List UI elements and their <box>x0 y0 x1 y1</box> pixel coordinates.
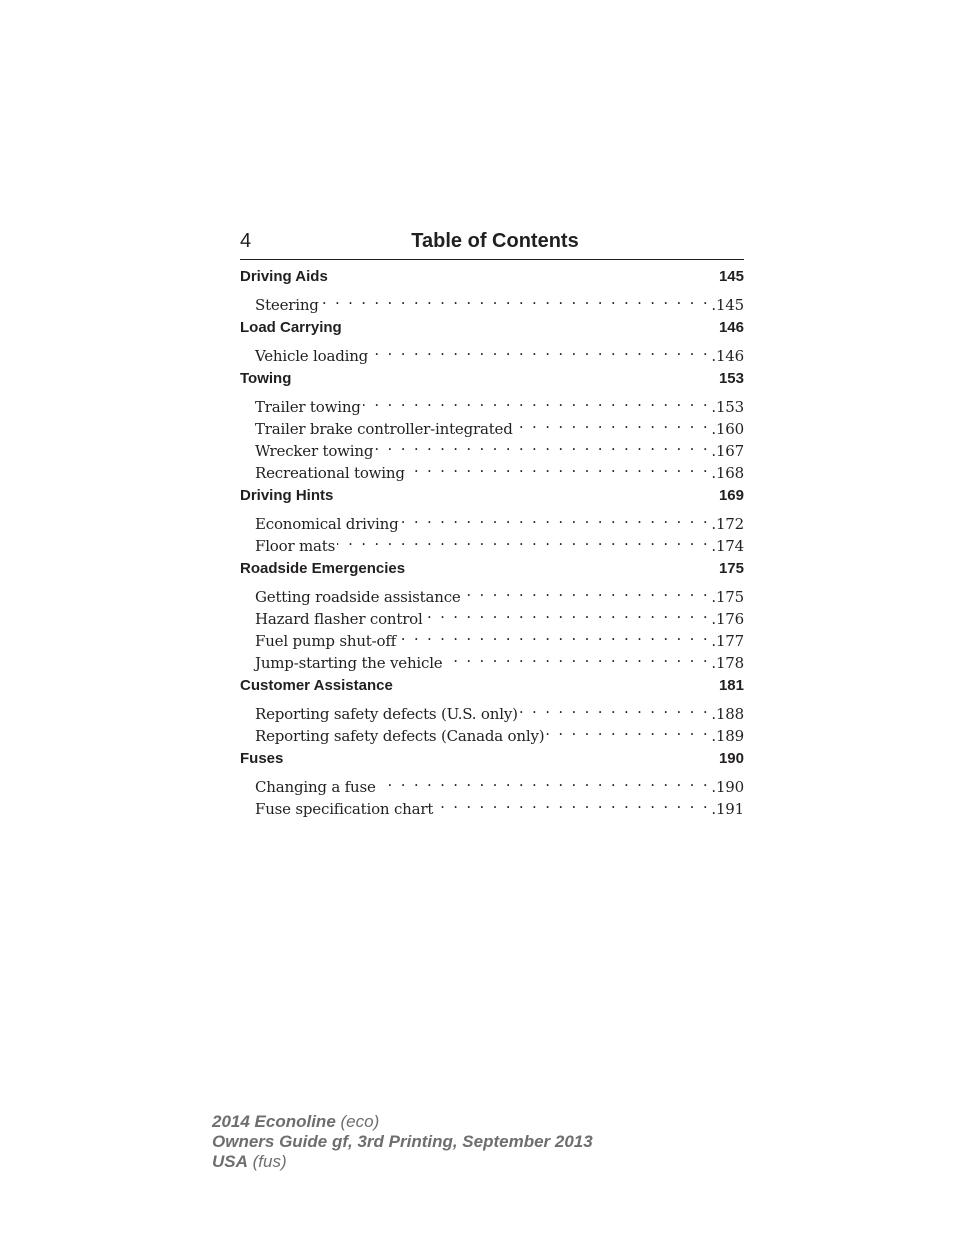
entry-label: Fuse specification chart <box>255 800 434 818</box>
entry-label: Hazard flasher control <box>255 610 423 628</box>
toc-entry[interactable] <box>240 288 744 314</box>
dot-leader <box>515 412 710 434</box>
page-header <box>240 229 744 260</box>
entry-page: .174 <box>711 537 744 555</box>
entry-page: .167 <box>711 442 744 460</box>
entry-label: Reporting safety defects (U.S. only) <box>255 705 518 723</box>
toc-entry[interactable] <box>240 580 744 606</box>
section-heading[interactable] <box>240 368 744 390</box>
section-page: 153 <box>718 370 744 387</box>
entry-page: .175 <box>711 588 744 606</box>
entry-label: Trailer towing <box>255 398 361 416</box>
section-heading[interactable] <box>240 675 744 697</box>
footer-market-code: (fus) <box>252 1152 287 1171</box>
entry-label: Recreational towing <box>255 464 405 482</box>
entry-page: .153 <box>711 398 744 416</box>
entry-page: .177 <box>711 632 744 650</box>
section-title: Load Carrying <box>240 319 342 336</box>
dot-leader <box>425 602 710 624</box>
section-page: 190 <box>718 750 744 767</box>
section-heading[interactable] <box>240 558 744 580</box>
section-page: 175 <box>718 560 744 577</box>
page-number: 4 <box>240 230 252 252</box>
section-title: Driving Hints <box>240 487 334 504</box>
toc-section <box>240 675 744 745</box>
section-title: Fuses <box>240 750 284 767</box>
entry-page: .168 <box>711 464 744 482</box>
section-heading[interactable] <box>240 748 744 770</box>
toc-section <box>240 266 744 314</box>
section-title: Driving Aids <box>240 268 328 285</box>
dot-leader <box>444 646 709 668</box>
toc-entry[interactable] <box>240 390 744 416</box>
page-footer <box>212 1112 593 1172</box>
entry-label: Reporting safety defects (Canada only) <box>255 727 545 745</box>
dot-leader <box>546 719 709 741</box>
dot-leader <box>435 792 709 814</box>
dot-leader <box>463 580 710 602</box>
toc-section <box>240 748 744 818</box>
entry-page: .146 <box>711 347 744 365</box>
entry-label: Changing a fuse <box>255 778 376 796</box>
entry-label: Jump-starting the vehicle <box>255 654 443 672</box>
toc-section <box>240 317 744 365</box>
dot-leader <box>378 770 710 792</box>
entry-label: Wrecker towing <box>255 442 374 460</box>
entry-label: Floor mats <box>255 537 336 555</box>
entry-page: .189 <box>711 727 744 745</box>
footer-model-code: (eco) <box>340 1112 380 1131</box>
section-title: Towing <box>240 370 292 387</box>
section-heading[interactable] <box>240 485 744 507</box>
footer-market: USA <box>212 1152 248 1171</box>
section-heading[interactable] <box>240 317 744 339</box>
toc-entry[interactable] <box>240 770 744 796</box>
section-title: Roadside Emergencies <box>240 560 406 577</box>
dot-leader <box>337 529 709 551</box>
page-title: Table of Contents <box>411 230 579 252</box>
section-page: 146 <box>718 319 744 336</box>
footer-edition: Owners Guide gf, 3rd Printing, September 2013 <box>212 1132 593 1151</box>
entry-page: .160 <box>711 420 744 438</box>
entry-page: .178 <box>711 654 744 672</box>
section-heading[interactable] <box>240 266 744 288</box>
footer-line-3 <box>212 1152 593 1172</box>
toc-section <box>240 485 744 555</box>
entry-label: Trailer brake controller-integrated <box>255 420 513 438</box>
entry-label: Getting roadside assistance <box>255 588 461 606</box>
dot-leader <box>321 288 710 310</box>
entry-page: .188 <box>711 705 744 723</box>
entry-page: .172 <box>711 515 744 533</box>
section-page: 145 <box>718 268 744 285</box>
section-title: Customer Assistance <box>240 677 393 694</box>
toc-entry[interactable] <box>240 507 744 533</box>
dot-leader <box>407 456 710 478</box>
entry-label: Economical driving <box>255 515 399 533</box>
entry-label: Steering <box>255 296 319 314</box>
entry-page: .191 <box>711 800 744 818</box>
entry-page: .176 <box>711 610 744 628</box>
section-page: 181 <box>718 677 744 694</box>
dot-leader <box>401 507 710 529</box>
section-page: 169 <box>718 487 744 504</box>
entry-label: Vehicle loading <box>255 347 369 365</box>
entry-page: .145 <box>711 296 744 314</box>
toc-entry[interactable] <box>240 339 744 365</box>
toc-entry[interactable] <box>240 697 744 723</box>
footer-line-1 <box>212 1112 593 1132</box>
toc-section <box>240 368 744 482</box>
dot-leader <box>370 339 709 361</box>
dot-leader <box>520 697 710 719</box>
toc-section <box>240 558 744 672</box>
footer-model: 2014 Econoline <box>212 1112 336 1131</box>
entry-page: .190 <box>711 778 744 796</box>
dot-leader <box>363 390 710 412</box>
dot-leader <box>398 624 709 646</box>
entry-label: Fuel pump shut-off <box>255 632 397 650</box>
dot-leader <box>375 434 709 456</box>
table-of-contents <box>240 266 744 821</box>
